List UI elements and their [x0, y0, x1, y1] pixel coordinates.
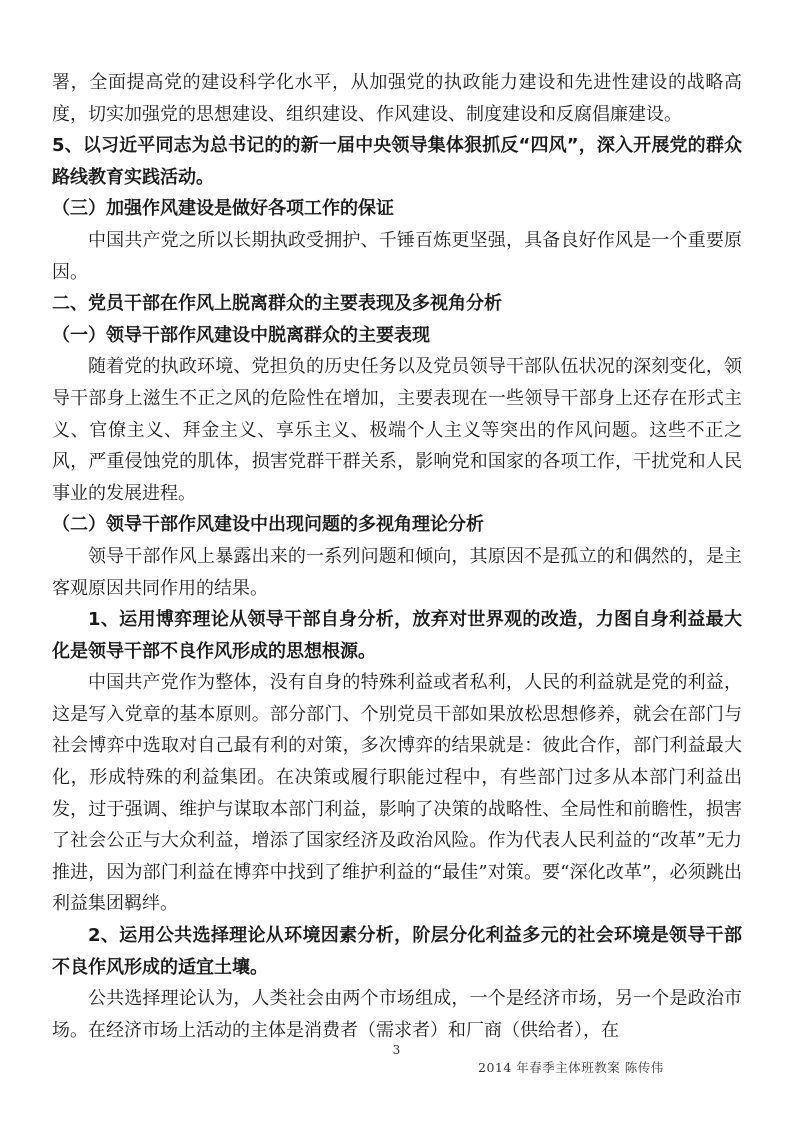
- page-number: 3: [392, 1043, 401, 1057]
- section-heading: （二）领导干部作风建设中出现问题的多视角理论分析: [52, 514, 484, 536]
- section-heading: 5、以习近平同志为总书记的的新一届中央领导集体狠抓反“四风”，深入开展党的群众路线教育实践活动。: [52, 135, 742, 188]
- paragraph: 领导干部作风上暴露出来的一系列问题和倾向，其原因不是孤立的和偶然的，是主客观原因共同作用的结果。: [52, 545, 742, 599]
- paragraph: 中国共产党作为整体，没有自身的特殊利益或者私利，人民的利益就是党的利益，这是写入党章的基本原则。部分部门、个别党员干部如果放松思想修养，就会在部门与社会博弈中选取对自己最有利的对策，多次博弈的结果就是：彼此合作，部门利益最大化，形成特殊的利益集团。在决策或履行职能过程中，有些部门过多从本部门利益出发，过于强调、维护与谋取本部门利益，影响了决策的战略性、全局性和前瞻性，损害了社会公正与大众利益，增添了国家经济及政治风险。作为代表人民利益的“改革”无力推进，因为部门利益在博弈中找到了维护利益的“最佳”对策。要“深化改革”，必须跳出利益集团羁绊。: [52, 672, 742, 915]
- subsection-heading: 1、运用博弈理论从领导干部自身分析，放弃对世界观的改造，力图自身利益最大化是领导干部不良作风形成的思想根源。: [52, 609, 742, 662]
- paragraph: 随着党的执政环境、党担负的历史任务以及党员领导干部队伍状况的深刻变化，领导干部身上滋生不正之风的危险性在增加，主要表现在一些领导干部身上还存在形式主义、官僚主义、拜金主义、享乐主义、极端个人主义等突出的作风问题。这些不正之风，严重侵蚀党的肌体，损害党群干群关系，影响党和国家的各项工作，干扰党和人民事业的发展进程。: [52, 356, 742, 504]
- document-body: [52, 67, 742, 1046]
- footer-note: 2014 年春季主体班教案 陈传伟: [478, 1060, 664, 1075]
- subsection-heading: 2、运用公共选择理论从环境因素分析，阶层分化利益多元的社会环境是领导干部不良作风形成的适宜土壤。: [52, 925, 742, 978]
- section-heading: （三）加强作风建设是做好各项工作的保证: [52, 198, 394, 220]
- paragraph: 中国共产党之所以长期执政受拥护、千锤百炼更坚强，具备良好作风是一个重要原因。: [52, 229, 742, 283]
- section-heading: （一）领导干部作风建设中脱离群众的主要表现: [52, 324, 430, 346]
- section-heading: 二、党员干部在作风上脱离群众的主要表现及多视角分析: [52, 293, 502, 315]
- paragraph: 公共选择理论认为，人类社会由两个市场组成，一个是经济市场，另一个是政治市场。在经济市场上活动的主体是消费者（需求者）和厂商（供给者），在: [52, 988, 742, 1041]
- paragraph: 署，全面提高党的建设科学化水平，从加强党的执政能力建设和先进性建设的战略高度，切实加强党的思想建设、组织建设、作风建设、制度建设和反腐倡廉建设。: [52, 72, 742, 125]
